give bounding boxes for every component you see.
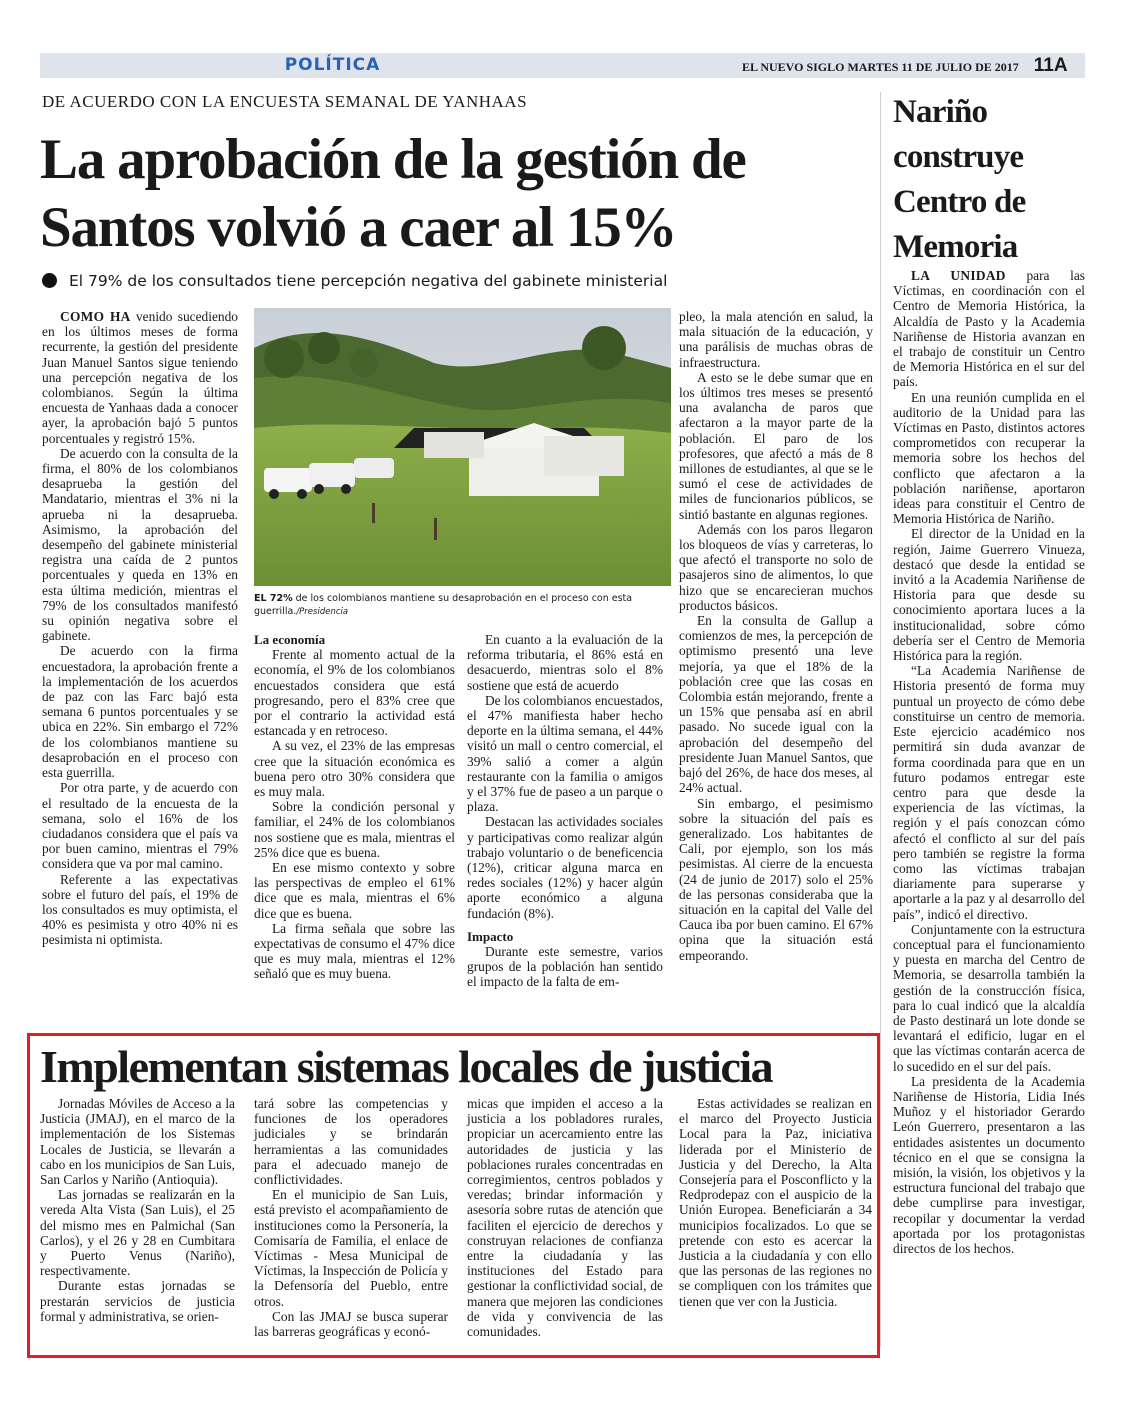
paragraph: Frente al momento actual de la economía, el 9% de los colombianos encuestados considera que está progresando, pero el 83% cree que por el contrario la actividad está estancada y en retroceso.	[254, 647, 455, 739]
paragraph: Conjuntamente con la estructura conceptual para el funcionamiento y puesta en marcha del Centro de Memoria, se desarrolla también la gestión de la construcción física, para lo cual indicó que la alcaldía de Pasto destinará un lote donde se levantará el edificio, lugar en el que las víctimas contarán acerca de lo sucedido en el sur del país.	[893, 921, 1085, 1074]
boxed-column-4	[679, 1096, 872, 1309]
paragraph: Durante este semestre, varios grupos de la población han sentido el impacto de la falta de em-	[467, 944, 663, 990]
lead-in: LA UNIDAD	[911, 268, 1006, 283]
article-photo	[254, 308, 671, 586]
article-column-3	[467, 632, 663, 990]
lead-in: COMO HA	[60, 309, 131, 324]
paragraph: Sobre la condición personal y familiar, el 24% de los colombianos nos sostiene que es mala, mientras el 25% dice que es buena.	[254, 799, 455, 860]
bullet-icon	[42, 273, 57, 288]
caption-lead: EL 72%	[254, 593, 293, 604]
boxed-column-1	[40, 1096, 235, 1324]
paragraph-text: para las Víctimas, en coordinación con el Centro de Memoria Histórica, la Alcaldía de Pasto y la Academia Nariñense de Historia avanzan en el trabajo de constituir un Centro de Memoria Histórica en el sur del país.	[893, 268, 1085, 390]
paragraph: En cuanto a la evaluación de la reforma tributaria, el 86% está en desacuerdo, mientras solo el 8% sostiene que está de acuerdo	[467, 632, 663, 693]
paragraph: De acuerdo con la firma encuestadora, la aprobación frente a la implementación de los acuerdos de paz con las Farc bajó esta semana 6 puntos porcentuales y se ubica en 22%. Sin embargo el 72% de los colombianos mantiene su desaprobación en el proceso con esta guerrilla.	[42, 643, 238, 781]
page-number: 11A	[1033, 55, 1068, 76]
paragraph: El director de la Unidad en la región, Jaime Guerrero Vinueza, destacó que desde la entidad se invitó a la Academia Nariñense de Historia para que desde su conocimiento aportara luces a la institucionalidad, sobre cómo debería ser el Centro de Memoria Histórica para la región.	[893, 526, 1085, 664]
paragraph: De acuerdo con la consulta de la firma, el 80% de los colombianos desaprueba la gestión del Mandatario, mientras el 3% ni la aprueba ni la desaprueba. Asimismo, la aprobación del desempeño del gabinete ministerial registra una caída de 2 puntos porcentuales y queda en 13% en esta última medición, mientras el 79% de los consultados manifestó su opinión negativa sobre el gabinete.	[42, 445, 238, 644]
paragraph: Además con los paros llegaron los bloqueos de vías y carreteras, lo que afectó el transporte no solo de pasajeros sino de alimentos, lo que hizo que se encarecieran muchos productos básicos.	[679, 521, 873, 613]
paragraph: “La Academia Nariñense de Historia presentó de forma muy puntual un proyecto de cómo debe constituirse un centro de memoria. Este ejercicio académico nos permitirá sin duda avanzar de forma coordinada para que en un futuro podamos entregar este centro para que desde la experiencia de las víctimas, la región y el país conozcan cómo afectó el conflicto al sur del país pero también se registre la forma como las víctimas trabajan diariamente para superarse y aportarle a la paz y al desarrollo del país”, indicó el directivo.	[893, 663, 1085, 922]
paragraph: De los colombianos encuestados, el 47% manifiesta haber hecho deporte en la última semana, el 44% visitó un mall o centro comercial, el 39% salió a comer a algún restaurante con la familia o amigos y el 37% fue de paseo a un parque o plaza.	[467, 692, 663, 815]
paragraph: En la consulta de Gallup a comienzos de mes, la percepción de optimismo presentó una leve mejoría, ya que el 18% de la población cree que las cosas en Colombia están mejorando, frente a un 15% que pensaba así en abril pasado. No sucede igual con la aprobación del desempeño del presidente Juan Manuel Santos, que bajó del 26%, de hace dos meses, al 24% actual.	[679, 613, 873, 796]
paragraph: Jornadas Móviles de Acceso a la Justicia (JMAJ), en el marco de la implementación de los Sistemas Locales de Justicia, se llevarán a cabo en los municipios de San Luis, San Carlos y Nariño (Antioquia).	[40, 1096, 235, 1188]
photo-credit: /Presidencia	[296, 607, 349, 617]
paragraph: Destacan las actividades sociales y participativas como realizar algún trabajo voluntario o de beneficencia (12%), criticar alguna marca en redes sociales (12%) y hacer algún aporte económico a alguna fundación (8%).	[467, 814, 663, 921]
section-name: POLÍTICA	[284, 55, 381, 75]
paragraph	[893, 268, 1085, 390]
subhead	[42, 272, 872, 290]
paragraph: tará sobre las competencias y funciones de los operadores judiciales y se brindarán herramientas a las comunidades para el adecuado manejo de conflictividades.	[254, 1096, 448, 1188]
kicker: DE ACUERDO CON LA ENCUESTA SEMANAL DE YANHAAS	[42, 92, 528, 111]
paragraph: En una reunión cumplida en el auditorio de la Unidad para las Víctimas en Pasto, distintos actores comprometidos con recuperar la memoria sobre los hechos del conflicto que afectaron a la población nariñense, aportaron ideas para constituir el Centro de Memoria Histórica de Nariño.	[893, 389, 1085, 527]
sidebar-headline: Nariño construye Centro de Memoria	[893, 94, 1026, 265]
paragraph: La firma señala que sobre las expectativas de consumo el 47% dice que es muy mala, mientras el 12% señaló que es muy buena.	[254, 920, 455, 982]
paragraph: En ese mismo contexto y sobre las perspectivas de empleo el 61% dice que es mala, mientras el 6% dice que es buena.	[254, 860, 455, 921]
paragraph: micas que impiden el acceso a la justicia a los pobladores rurales, propiciar un acercamiento entre las autoridades de justicia y las poblaciones rurales concentradas en corregimientos, centros poblados y veredas; brindar información y asesoría sobre rutas de atención que faciliten el ejercicio de derechos y construyan relaciones de confianza entre la ciudadanía y las instituciones del Estado para gestionar la conflictividad social, de manera que mejoren las condiciones de vida y convivencia de las comunidades.	[467, 1096, 663, 1340]
paper-name: EL NUEVO SIGLO	[742, 60, 845, 74]
paragraph: Con las JMAJ se busca superar las barreras geográficas y econó-	[254, 1308, 448, 1340]
paragraph: Las jornadas se realizarán en la vereda Alta Vista (San Luis), el 25 del mismo mes en Palmichal (San Carlos), y el 26 y 28 en Cumbitara y Puerto Venus (Nariño), respectivamente.	[40, 1187, 235, 1279]
paragraph	[42, 309, 238, 446]
paragraph: Por otra parte, y de acuerdo con el resultado de la encuesta de la semana, solo el 16% de los ciudadanos considera que el país va por buen camino, mientras el 79% considera que va por mal camino.	[42, 780, 238, 872]
article-column-4	[679, 309, 873, 963]
paragraph: La presidenta de la Academia Nariñense de Historia, Lidia Inés Muñoz y el historiador Gerardo León Guerrero, presentaron a las entidades asistentes un documento técnico en el que se consigna la misión, la visión, los objetivos y la estructura funcional del trabajo que debe cumplirse para investigar, recopilar y documentar la verdad aportada por los protagonistas directos de los hechos.	[893, 1073, 1085, 1256]
paragraph: En el municipio de San Luis, está previsto el acompañamiento de instituciones como la Personería, la Comisaría de Familia, el enlace de Víctimas - Mesa Municipal de Víctimas, la Inspección de Policía y la Defensoría del Pueblo, entre otros.	[254, 1187, 448, 1309]
paragraph: Estas actividades se realizan en el marco del Proyecto Justicia Local para la Paz, iniciativa liderada por el Ministerio de Justicia y del Derecho, la Alta Consejería para el Posconflicto y la Redprodepaz con el auspicio de la Unión Europea. Beneficiarán a 34 municipios focalizados. Lo que se pretende con esto es acercar la Justicia a la ciudadanía y con ello que las personas de las regiones no se compliquen con los trámites que tienen que ver con la Justicia.	[679, 1096, 872, 1309]
boxed-headline: Implementan sistemas locales de justicia	[40, 1041, 773, 1092]
article-column-1	[42, 309, 238, 948]
paragraph: Sin embargo, el pesimismo sobre la situación del país es generalizado. Los habitantes de Cali, por ejemplo, son los más pesimistas. Al cierre de la encuesta (24 de junio de 2017) solo el 25% de las personas consideraba que la situación en la capital del Valle del Cauca iba por buen camino. El 67% opina que la situación está empeorando.	[679, 795, 873, 963]
caption-text: de los colombianos mantiene su desaprobación en el proceso con esta guerrilla.	[254, 593, 633, 617]
issue-info	[742, 53, 1068, 80]
boxed-column-3	[467, 1096, 663, 1339]
article-column-2	[254, 632, 455, 982]
subtitle-economia: La economía	[254, 632, 326, 647]
paragraph: Durante estas jornadas se prestarán servicios de justicia formal y administrativa, se orien-	[40, 1278, 235, 1324]
paragraph-text: venido sucediendo en los últimos meses de forma recurrente, la gestión del presidente Juan Manuel Santos sigue teniendo una percepción negativa de los colombianos. Según la última encuesta de Yanhaas dada a conocer ayer, la aprobación bajó 5 puntos porcentuales y registró 15%.	[42, 309, 238, 446]
subtitle-impacto: Impacto	[467, 928, 514, 944]
paragraph: A esto se le debe sumar que en los últimos tres meses se presentó una avalancha de paros que afectaron a la mayor parte de la población. El paro de los profesores, que afectó a más de 8 millones de estudiantes, al que se le sumó el cese de actividades de miles de funcionarios públicos, se sintió bastante en algunas regiones.	[679, 369, 873, 522]
subhead-text: El 79% de los consultados tiene percepción negativa del gabinete ministerial	[69, 272, 668, 290]
paragraph: Referente a las expectativas sobre el futuro del país, el 19% de los consultados es muy optimista, el 40% es pesimista y otro 40% ni es pesimista ni optimista.	[42, 871, 238, 948]
headline: La aprobación de la gestión de Santos volvió a caer al 15%	[40, 128, 746, 259]
sidebar-column	[893, 268, 1085, 1256]
boxed-column-2	[254, 1096, 448, 1339]
photo-caption	[254, 592, 670, 619]
paragraph: A su vez, el 23% de las empresas cree que la situación económica es buena pero otro 30% considera que es muy mala.	[254, 738, 455, 800]
column-divider	[880, 92, 881, 1347]
issue-date: MARTES 11 DE JULIO DE 2017	[847, 60, 1019, 74]
paragraph: pleo, la mala atención en salud, la mala situación de la educación, y una parálisis de muchas obras de infraestructura.	[679, 309, 873, 370]
